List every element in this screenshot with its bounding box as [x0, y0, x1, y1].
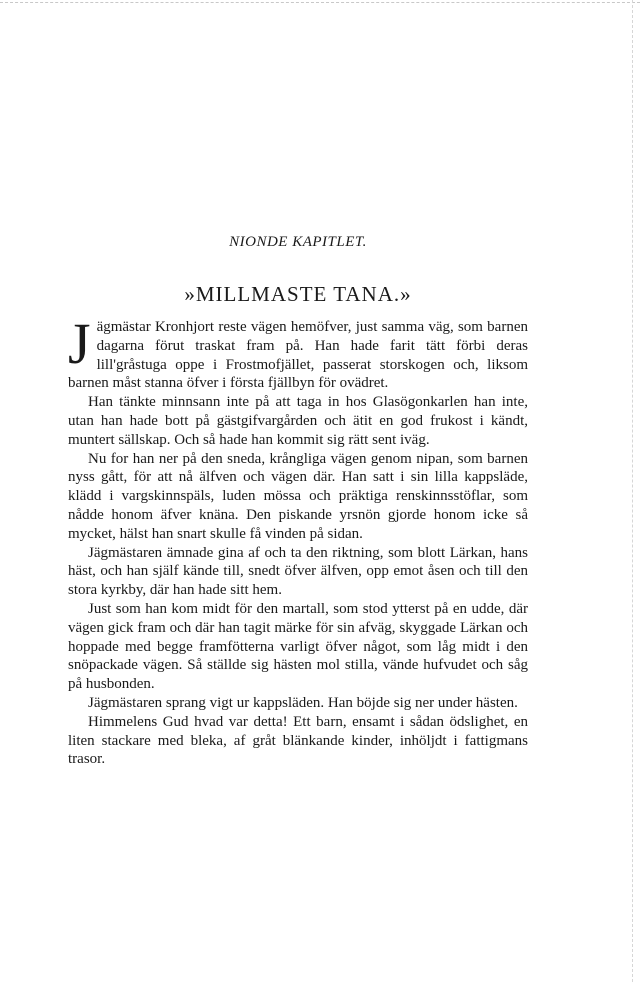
paragraph-7: Himmelens Gud hvad var detta! Ett barn, ensamt i sådan ödslighet, en liten stackare med bleka, af gråt blänkande kinder, inhöljdt i fattigmans trasor.	[68, 713, 528, 768]
paragraph-3: Nu for han ner på den sneda, krångliga vägen genom nipan, som barnen nyss gått, för att nå älfven och vägen där. Han satt i sin lilla kappsläde, klädd i vargskinnspäls, luden mössa och präktiga renskinnsstöflar, som nådde honom äfver knäna. Den piskande yrsnön gjorde honom icke så mycket, hälst han snart skulle få vinden på sidan.	[68, 450, 528, 542]
body-text	[68, 311, 528, 769]
scan-top-edge	[0, 2, 640, 3]
chapter-title: »MILLMASTE TANA.»	[184, 282, 412, 306]
scan-right-edge	[632, 0, 633, 982]
drop-cap: J	[68, 311, 91, 376]
paragraph-5: Just som han kom midt för den martall, som stod ytterst på en udde, där vägen gick fram och där han tagit märke för sin afväg, skyggade Lärkan och hoppade med begge framfötterna varligt öfver något, som låg midt i den snöpackade vägen. Så ställde sig hästen mol stilla, vände hufvudet och såg på husbonden.	[68, 600, 528, 693]
paragraph-2: Han tänkte minnsann inte på att taga in hos Glasögonkarlen han inte, utan han hade bott på gästgifvargården och ätit en god frukost i kändt, muntert sällskap. Och så hade han kommit sig rätt sent iväg.	[68, 394, 528, 448]
paragraph-1-text: ägmästar Kronhjort reste vägen hemöfver, just samma väg, som barnen dagarna förut traskat fram på. Han hade farit tätt förbi deras lill'gråstuga oppe i Frostmofjället, passerat storskogen och, liksom barnen måst stanna öfver i första fjällbyn för ovädret.	[68, 319, 528, 392]
chapter-heading: NIONDE KAPITLET.	[229, 234, 367, 250]
paragraph-1	[68, 311, 528, 393]
paragraph-4: Jägmästaren ämnade gina af och ta den riktning, som blott Lärkan, hans häst, och han själf kände till, snedt öfver älfven, opp emot åsen och till den stora kyrkby, där han hade sitt hem.	[68, 544, 528, 599]
paragraph-6: Jägmästaren sprang vigt ur kappsläden. Han böjde sig ner under hästen.	[88, 694, 518, 711]
